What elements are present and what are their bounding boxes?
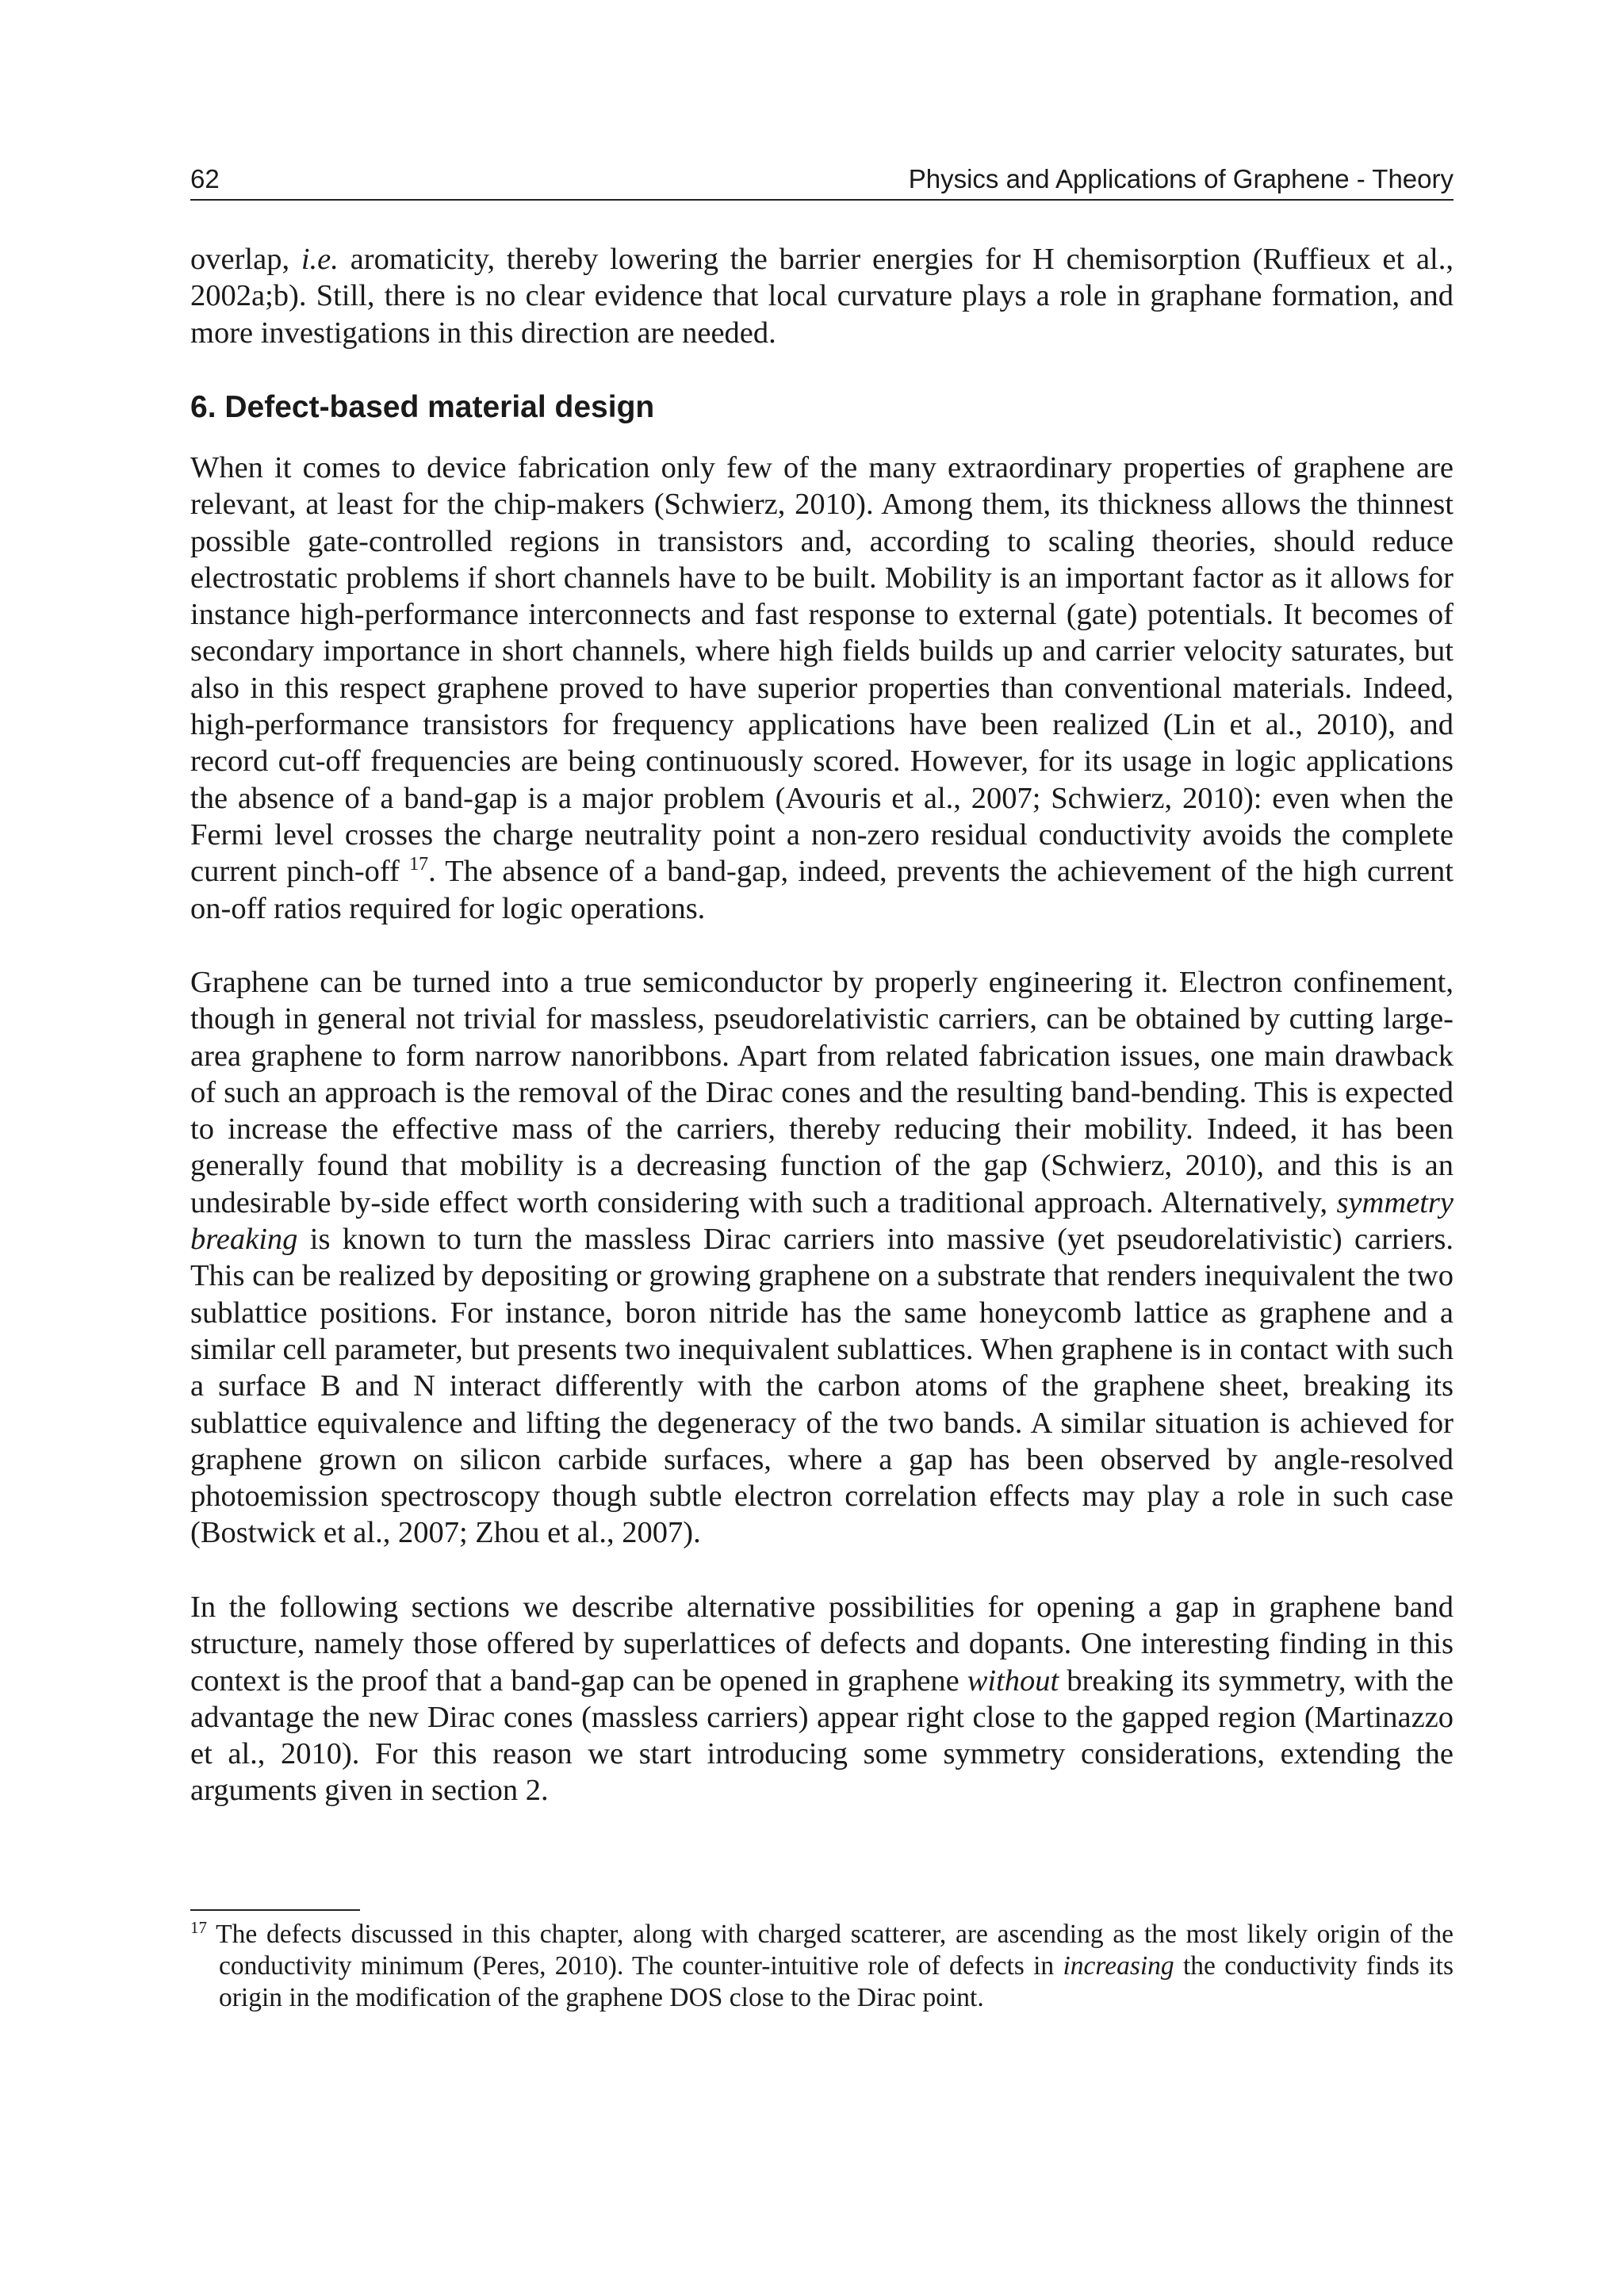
paragraph-following-sections: In the following sections we describe alternative possibilities for opening a gap in graphene band structure, namely those offered by superlattices of defects and dopants. One interesting finding in this context is the proof that a band-gap can be opened in graphene without breaking its symmetry, with the advantage the new Dirac cones (massless carriers) appear right close to the gapped region (Martinazzo et al., 2010). For this reason we start introducing some symmetry considerations, extending the arguments given in section 2. (190, 1591, 1454, 1808)
italic-without: without (967, 1663, 1059, 1698)
running-header (190, 163, 1454, 201)
paragraph-semiconductor: Graphene can be turned into a true semiconductor by properly engineering it. Electron confinement, though in general not trivial for massless, pseudorelativistic carriers, can be obtained by cutting large-area graphene to form narrow nanoribbons. Apart from related fabrication issues, one main drawback of such an approach is the removal of the Dirac cones and the resulting band-bending. This is expected to increase the effective mass of the carriers, thereby reducing their mobility. Indeed, it has been generally found that mobility is a decreasing function of the gap (Schwierz, 2010), and this is an undesirable by-side effect worth considering with such a traditional approach. Alternatively, symmetry breaking is known to turn the massless Dirac carriers into massive (yet pseudorelativistic) carriers. This can be realized by depositing or growing graphene on a substrate that renders inequivalent the two sublattice positions. For instance, boron nitride has the same honeycomb lattice as graphene and a similar cell parameter, but presents two inequivalent sublattices. When graphene is in contact with such a surface B and N interact differently with the carbon atoms of the graphene sheet, breaking its sublattice equivalence and lifting the degeneracy of the two bands. A similar situation is achieved for graphene grown on silicon carbide surfaces, where a gap has been observed by angle-resolved photoemission spectroscopy though subtle electron correlation effects may play a role in such case (Bostwick et al., 2007; Zhou et al., 2007). (190, 966, 1454, 1550)
italic-symmetry-breaking: symmetry breaking (190, 1185, 1454, 1257)
paragraph-continuation: overlap, i.e. aromaticity, thereby lowering the barrier energies for H chemisorption (Ruffieux et al., 2002a;b). Still, there is no clear evidence that local curvature plays a role in graphane formation, and more investigations in this direction are needed. (190, 243, 1454, 350)
paragraph-device-fabrication: When it comes to device fabrication only few of the many extraordinary properties of graphene are relevant, at least for the chip-makers (Schwierz, 2010). Among them, its thickness allows the thinnest possible gate-controlled regions in transistors and, according to scaling theories, should reduce electrostatic problems if short channels have to be built. Mobility is an important factor as it allows for instance high-performance interconnects and fast response to external (gate) potentials. It becomes of secondary importance in short channels, where high fields builds up and carrier velocity saturates, but also in this respect graphene proved to have superior properties than conventional materials. Indeed, high-performance transistors for frequency applications have been realized (Lin et al., 2010), and record cut-off frequencies are being continuously scored. However, for its usage in logic applications the absence of a band-gap is a major problem (Avouris et al., 2007; Schwierz, 2010): even when the Fermi level crosses the charge neutrality point a non-zero residual conductivity avoids the complete current pinch-off $^{17}$. The absence of a band-gap, indeed, prevents the achievement of the high current on-off ratios required for logic operations. (190, 451, 1454, 925)
page-number: 62 (190, 164, 220, 193)
footnote-divider (190, 1909, 360, 1911)
italic-ie: i.e. (301, 243, 339, 276)
footnote-reference[interactable]: 17 (409, 854, 429, 875)
italic-increasing: increasing (1063, 1951, 1174, 1981)
book-title: Physics and Applications of Graphene - Theory (908, 164, 1454, 193)
section-heading: 6. Defect-based material design (190, 390, 655, 424)
footnote: $^{17}$ The defects discussed in this chapter, along with charged scatterer, are ascending as the most likely origin of the conductivity minimum (Peres, 2010). The counter-intuitive role of defects in increasing the conductivity finds its origin in the modification of the graphene DOS close to the Dirac point. (190, 1917, 1454, 2012)
footnote-number: 17 (190, 1917, 207, 1937)
